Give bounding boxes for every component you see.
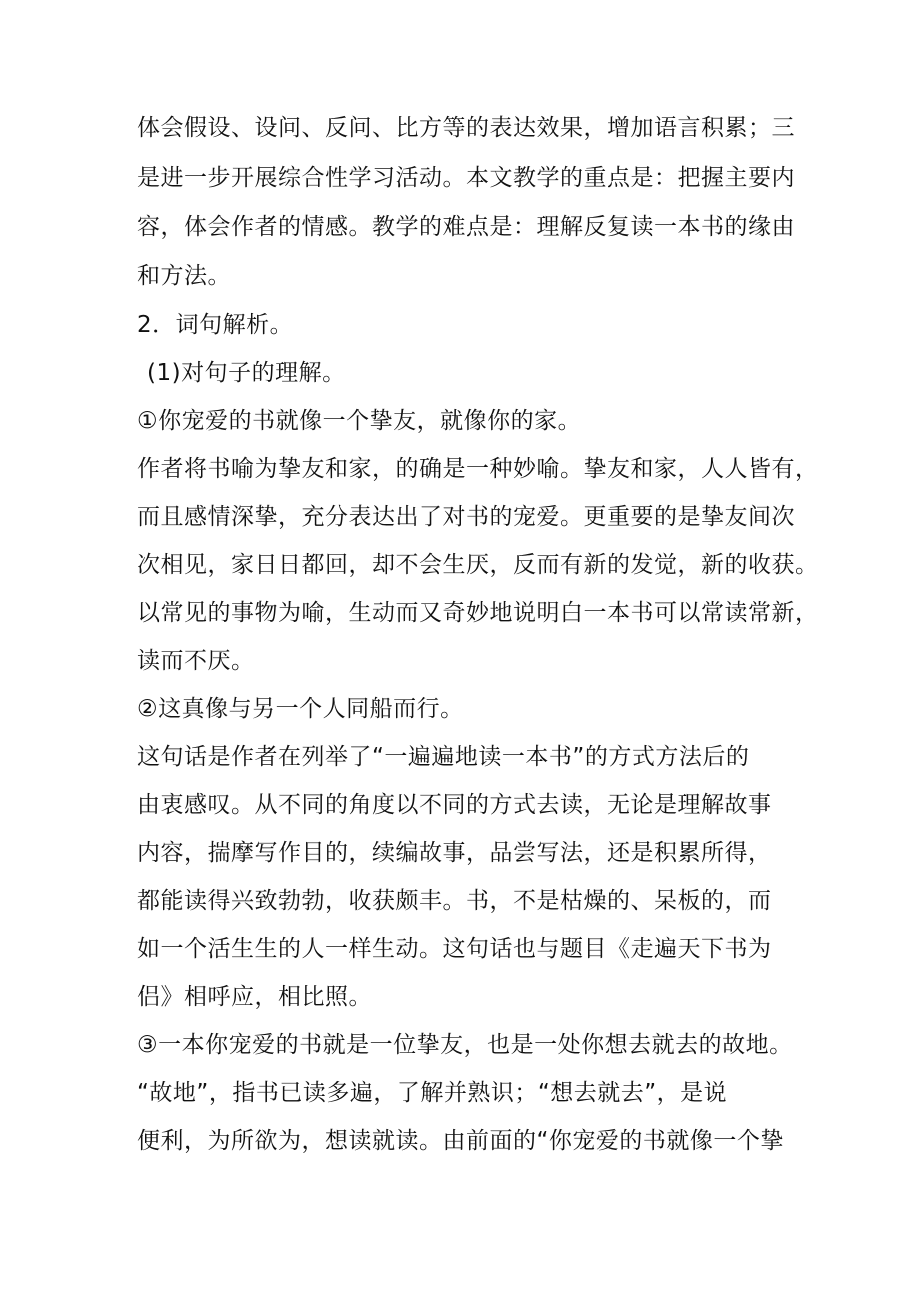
- section-heading: 2．词句解析。: [137, 312, 294, 338]
- text-line: 体会假设、设问、反问、比方等的表达效果，增加语言积累；三: [137, 115, 795, 141]
- text-line: 侣》相呼应，相比照。: [137, 984, 372, 1010]
- text-line: 内容，揣摩写作目的，续编故事，品尝写法，还是积累所得，: [137, 840, 772, 866]
- text-line: 这句话是作者在列举了“一遍遍地读一本书”的方式方法后的: [137, 744, 750, 770]
- text-line: 以常见的事物为喻，生动而又奇妙地说明白一本书可以常读常新，: [137, 600, 819, 626]
- text-line: 是进一步开展综合性学习活动。本文教学的重点是：把握主要内: [137, 165, 795, 191]
- text-line: 都能读得兴致勃勃，收获颇丰。书，不是枯燥的、呆板的，而: [137, 888, 772, 914]
- quoted-sentence: ①你宠爱的书就像一个挚友，就像你的家。: [137, 408, 582, 434]
- text-line: 如一个活生生的人一样生动。这句话也与题目《走遍天下书为: [137, 936, 772, 962]
- quoted-sentence: ②这真像与另一个人同船而行。: [137, 696, 464, 722]
- text-line: 次相见，家日日都回，却不会生厌，反而有新的发觉，新的收获。: [137, 552, 819, 578]
- text-line: 而且感情深挚，充分表达出了对书的宠爱。更重要的是挚友间次: [137, 504, 795, 530]
- subsection-heading: (1)对句子的理解。: [147, 360, 346, 386]
- text-line: “故地”，指书已读多遍，了解并熟识；“想去就去”，是说: [137, 1080, 728, 1106]
- text-line: 和方法。: [137, 263, 231, 289]
- text-line: 由衷感叹。从不同的角度以不同的方式去读，无论是理解故事: [137, 792, 772, 818]
- text-line: 容，体会作者的情感。教学的难点是：理解反复读一本书的缘由: [137, 214, 795, 240]
- quoted-sentence: ③一本你宠爱的书就是一位挚友，也是一处你想去就去的故地。: [137, 1032, 793, 1058]
- text-line: 读而不厌。: [137, 648, 255, 674]
- text-line: 作者将书喻为挚友和家，的确是一种妙喻。挚友和家，人人皆有，: [137, 456, 819, 482]
- text-line: 便利，为所欲为，想读就读。由前面的“你宠爱的书就像一个挚: [137, 1128, 784, 1154]
